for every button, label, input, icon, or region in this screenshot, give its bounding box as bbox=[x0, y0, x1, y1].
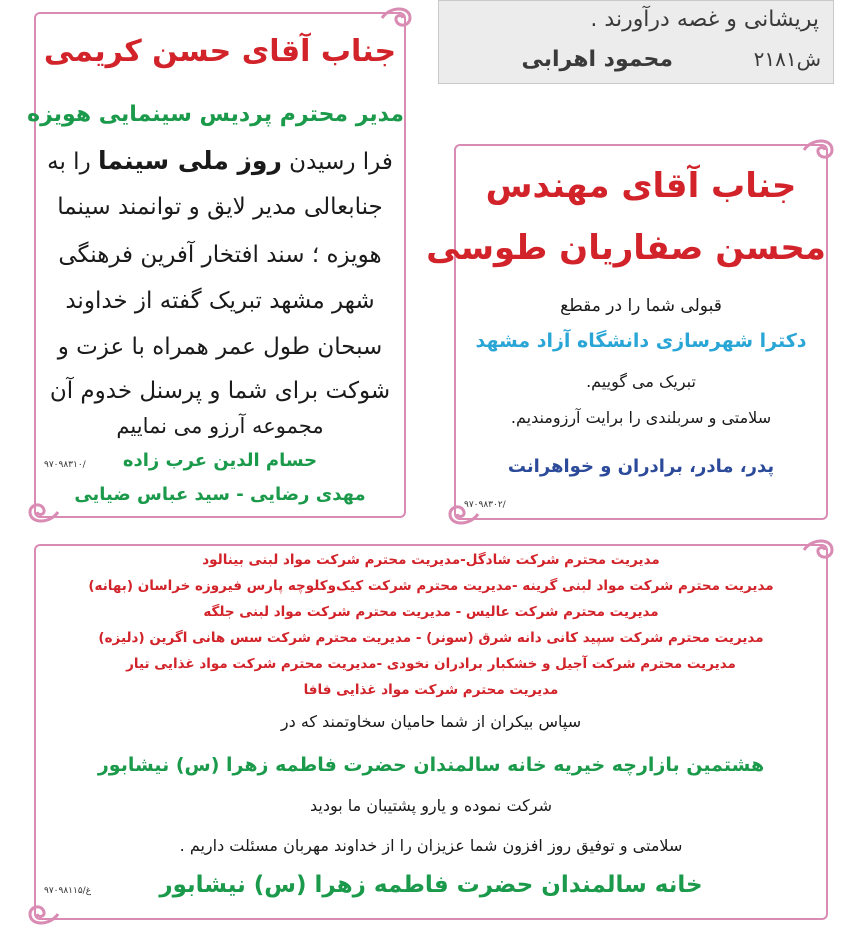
ad-text-line: تبریک می گوییم. bbox=[586, 372, 696, 391]
ad-text-line: سلامتی و سربلندی را برایت آرزومندیم. bbox=[510, 408, 772, 427]
congrats-ad-saffarian bbox=[426, 144, 828, 520]
text-part: فرا رسیدن bbox=[289, 149, 393, 175]
ad-text-line: هویزه ؛ سند افتخار آفرین فرهنگی bbox=[58, 242, 382, 268]
ad-text-line: شهر مشهد تبریک گفته از خداوند bbox=[65, 288, 375, 314]
curl-ornament-icon bbox=[802, 138, 836, 164]
company-line: مدیریت محترم شرکت مواد غذایی فافا bbox=[303, 682, 559, 698]
newspaper-clipping bbox=[438, 0, 834, 84]
thanks-ad-nursing-home bbox=[34, 544, 828, 920]
company-line: مدیریت محترم شرکت شادگل-مدیریت محترم شرکت مواد لبنی بینالود bbox=[202, 552, 660, 568]
clip-ref: ش۲۱۸۱ bbox=[753, 47, 821, 71]
ad-text-line bbox=[36, 146, 404, 175]
ad-signature: مهدی رضایی - سید عباس ضیایی bbox=[74, 484, 366, 505]
ad-title: محسن صفاریان طوسی bbox=[426, 228, 826, 268]
ad-signature: حسام الدین عرب زاده bbox=[122, 450, 318, 471]
congrats-ad-karimi bbox=[27, 12, 406, 518]
ad-signature: خانه سالمندان حضرت فاطمه زهرا (س) نیشابور bbox=[159, 872, 703, 898]
ad-signature: پدر، مادر، برادران و خواهرانت bbox=[507, 456, 775, 477]
ad-highlight: هشتمین بازارچه خیریه خانه سالمندان حضرت فاطمه زهرا (س) نیشابور bbox=[97, 754, 765, 776]
ad-text-line: سبحان طول عمر همراه با عزت و bbox=[57, 334, 383, 360]
ad-reference-number: ۹۷۰۹۸۱۱۵/غ bbox=[44, 886, 92, 896]
ad-text-line: جنابعالی مدیر لایق و توانمند سینما bbox=[57, 194, 383, 220]
company-line: مدیریت محترم شرکت عالیس - مدیریت محترم شرکت مواد لبنی جلگه bbox=[203, 604, 659, 620]
company-line: مدیریت محترم شرکت سپید کانی دانه شرق (سونر) - مدیریت محترم شرکت سس هانی اگرین (دلیزه) bbox=[98, 630, 764, 646]
ad-title: جناب آقای حسن کریمی bbox=[43, 34, 397, 69]
ad-subtitle: مدیر محترم پردیس سینمایی هویزه bbox=[27, 102, 404, 127]
text-part: را به bbox=[47, 149, 91, 175]
clip-author: محمود اهرابی bbox=[521, 47, 673, 72]
ad-text-line: شرکت نموده و یارو پشتیبان ما بودید bbox=[309, 796, 553, 815]
ad-text-line: سلامتی و توفیق روز افزون شما عزیزان را از خداوند مهربان مسئلت داریم . bbox=[179, 836, 683, 855]
company-line: مدیریت محترم شرکت مواد لبنی گرینه -مدیریت محترم شرکت کیک‌وکلوچه پارس فیروزه خراسان (بهانه) bbox=[88, 578, 774, 594]
ad-text-line: قبولی شما را در مقطع bbox=[560, 296, 722, 316]
ad-text-line: سپاس بیکران از شما حامیان سخاوتمند که در bbox=[280, 712, 582, 731]
ad-highlight: دکترا شهرسازی دانشگاه آزاد مشهد bbox=[475, 330, 807, 352]
text-bold: روز ملی سینما bbox=[98, 146, 282, 175]
ad-text-line: شوکت برای شما و پرسنل خدوم آن bbox=[49, 378, 391, 404]
ad-reference-number: ۹۷۰۹۸۳۰۲/ bbox=[464, 500, 506, 510]
curl-ornament-icon bbox=[380, 6, 414, 32]
clip-line: پریشانی و غصه درآورند . bbox=[590, 7, 819, 32]
ad-title: جناب آقای مهندس bbox=[485, 166, 797, 206]
ad-text-line: مجموعه آرزو می نماییم bbox=[116, 414, 324, 438]
curl-ornament-icon bbox=[26, 900, 60, 926]
company-line: مدیریت محترم شرکت آجیل و خشکبار برادران نخودی -مدیریت محترم شرکت مواد غذایی تیار bbox=[126, 656, 736, 672]
ad-reference-number: ۹۷۰۹۸۳۱۰/ bbox=[44, 460, 86, 470]
